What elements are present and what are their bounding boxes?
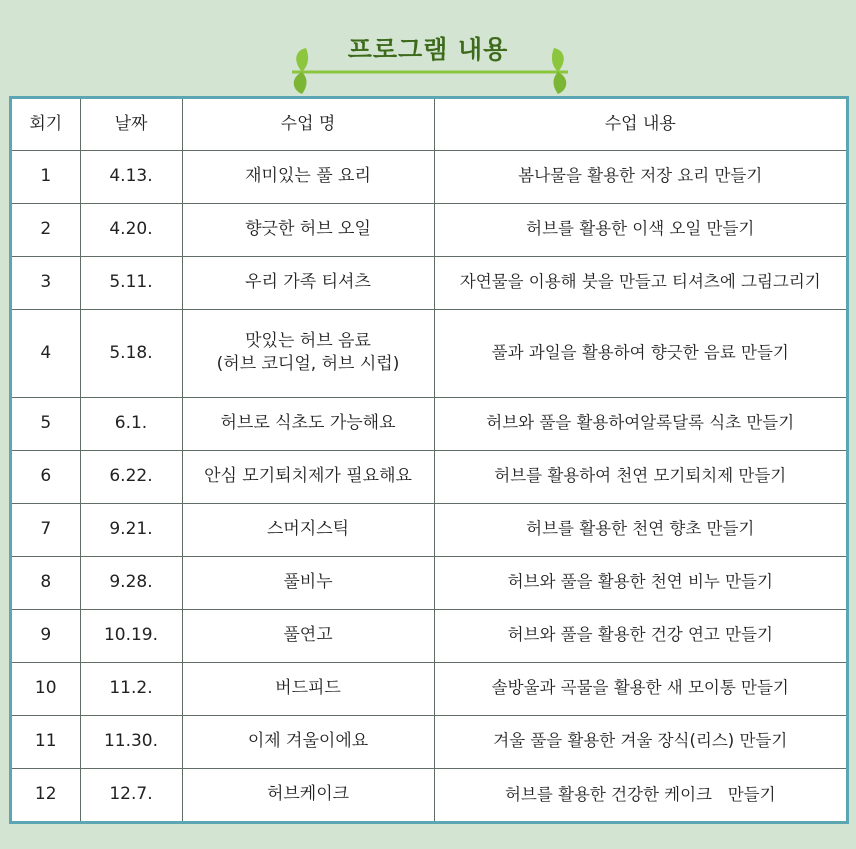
cell-round: 8 xyxy=(12,556,80,609)
page-title: 프로그램 내용 xyxy=(347,35,509,64)
cell-round: 7 xyxy=(12,503,80,556)
cell-class-name xyxy=(182,397,434,450)
cell-round: 3 xyxy=(12,256,80,309)
class-name-line: 풀연고 xyxy=(283,625,333,646)
class-name-line: 허브케이크 xyxy=(266,784,350,805)
cell-class-name xyxy=(182,662,434,715)
table-row xyxy=(12,150,846,203)
cell-class-name xyxy=(182,503,434,556)
table-row xyxy=(12,397,846,450)
cell-class-content: 봄나물을 활용한 저장 요리 만들기 xyxy=(434,150,846,203)
table-row xyxy=(12,503,846,556)
title-area xyxy=(0,0,856,96)
cell-class-content: 겨울 풀을 활용한 겨울 장식(리스) 만들기 xyxy=(434,715,846,768)
class-name-line: 우리 가족 티셔츠 xyxy=(245,272,371,293)
cell-class-content: 풀과 과일을 활용하여 향긋한 음료 만들기 xyxy=(434,309,846,397)
cell-round: 5 xyxy=(12,397,80,450)
cell-class-name xyxy=(182,309,434,397)
cell-round: 9 xyxy=(12,609,80,662)
class-name-line: 허브로 식초도 가능해요 xyxy=(220,413,396,434)
cell-date: 4.13. xyxy=(80,150,182,203)
cell-date: 10.19. xyxy=(80,609,182,662)
class-name-line: (허브 코디얼, 허브 시럽) xyxy=(216,354,400,374)
header-class-content: 수업 내용 xyxy=(434,99,846,150)
cell-round: 2 xyxy=(12,203,80,256)
cell-class-name xyxy=(182,715,434,768)
class-name-line: 안심 모기퇴치제가 필요해요 xyxy=(204,466,412,487)
header-class-name: 수업 명 xyxy=(182,99,434,150)
cell-class-name xyxy=(182,609,434,662)
cell-date: 6.1. xyxy=(80,397,182,450)
cell-date: 9.28. xyxy=(80,556,182,609)
class-name-line: 이제 겨울이에요 xyxy=(247,731,369,752)
table-row xyxy=(12,450,846,503)
class-name-line: 풀비누 xyxy=(283,572,333,593)
class-name-line: 재미있는 풀 요리 xyxy=(245,166,371,187)
cell-date: 6.22. xyxy=(80,450,182,503)
cell-round: 1 xyxy=(12,150,80,203)
cell-round: 10 xyxy=(12,662,80,715)
cell-round: 6 xyxy=(12,450,80,503)
class-name-line: 스머지스틱 xyxy=(266,519,350,540)
cell-class-content: 허브와 풀을 활용한 천연 비누 만들기 xyxy=(434,556,846,609)
cell-date: 11.2. xyxy=(80,662,182,715)
header-date: 날짜 xyxy=(80,99,182,150)
cell-round: 12 xyxy=(12,768,80,821)
cell-round: 4 xyxy=(12,309,80,397)
cell-class-name xyxy=(182,203,434,256)
cell-class-content: 허브를 활용하여 천연 모기퇴치제 만들기 xyxy=(434,450,846,503)
program-table xyxy=(9,96,849,824)
cell-class-content: 자연물을 이용해 붓을 만들고 티셔츠에 그림그리기 xyxy=(434,256,846,309)
table-header-row xyxy=(12,99,846,150)
header-round: 회기 xyxy=(12,99,80,150)
cell-date: 9.21. xyxy=(80,503,182,556)
cell-class-content: 허브와 풀을 활용한 건강 연고 만들기 xyxy=(434,609,846,662)
cell-class-content: 허브와 풀을 활용하여알록달록 식초 만들기 xyxy=(434,397,846,450)
cell-class-name xyxy=(182,556,434,609)
class-name-line: 버드피드 xyxy=(275,678,341,699)
table-row xyxy=(12,256,846,309)
cell-class-content: 허브를 활용한 이색 오일 만들기 xyxy=(434,203,846,256)
cell-date: 12.7. xyxy=(80,768,182,821)
cell-round: 11 xyxy=(12,715,80,768)
cell-class-content: 허브를 활용한 천연 향초 만들기 xyxy=(434,503,846,556)
cell-class-content: 허브를 활용한 건강한 케이크 만들기 xyxy=(434,768,846,821)
table-row xyxy=(12,768,846,821)
table-row xyxy=(12,203,846,256)
cell-class-name xyxy=(182,150,434,203)
cell-class-name xyxy=(182,450,434,503)
table-row xyxy=(12,556,846,609)
cell-class-content: 솔방울과 곡물을 활용한 새 모이통 만들기 xyxy=(434,662,846,715)
table-row xyxy=(12,715,846,768)
class-name-line: 향긋한 허브 오일 xyxy=(245,219,371,240)
class-name-line: 맛있는 허브 음료 xyxy=(245,331,371,352)
table-row xyxy=(12,662,846,715)
table-row xyxy=(12,609,846,662)
cell-class-name xyxy=(182,256,434,309)
table-row xyxy=(12,309,846,397)
cell-date: 4.20. xyxy=(80,203,182,256)
cell-date: 5.11. xyxy=(80,256,182,309)
cell-date: 5.18. xyxy=(80,309,182,397)
cell-class-name xyxy=(182,768,434,821)
cell-date: 11.30. xyxy=(80,715,182,768)
